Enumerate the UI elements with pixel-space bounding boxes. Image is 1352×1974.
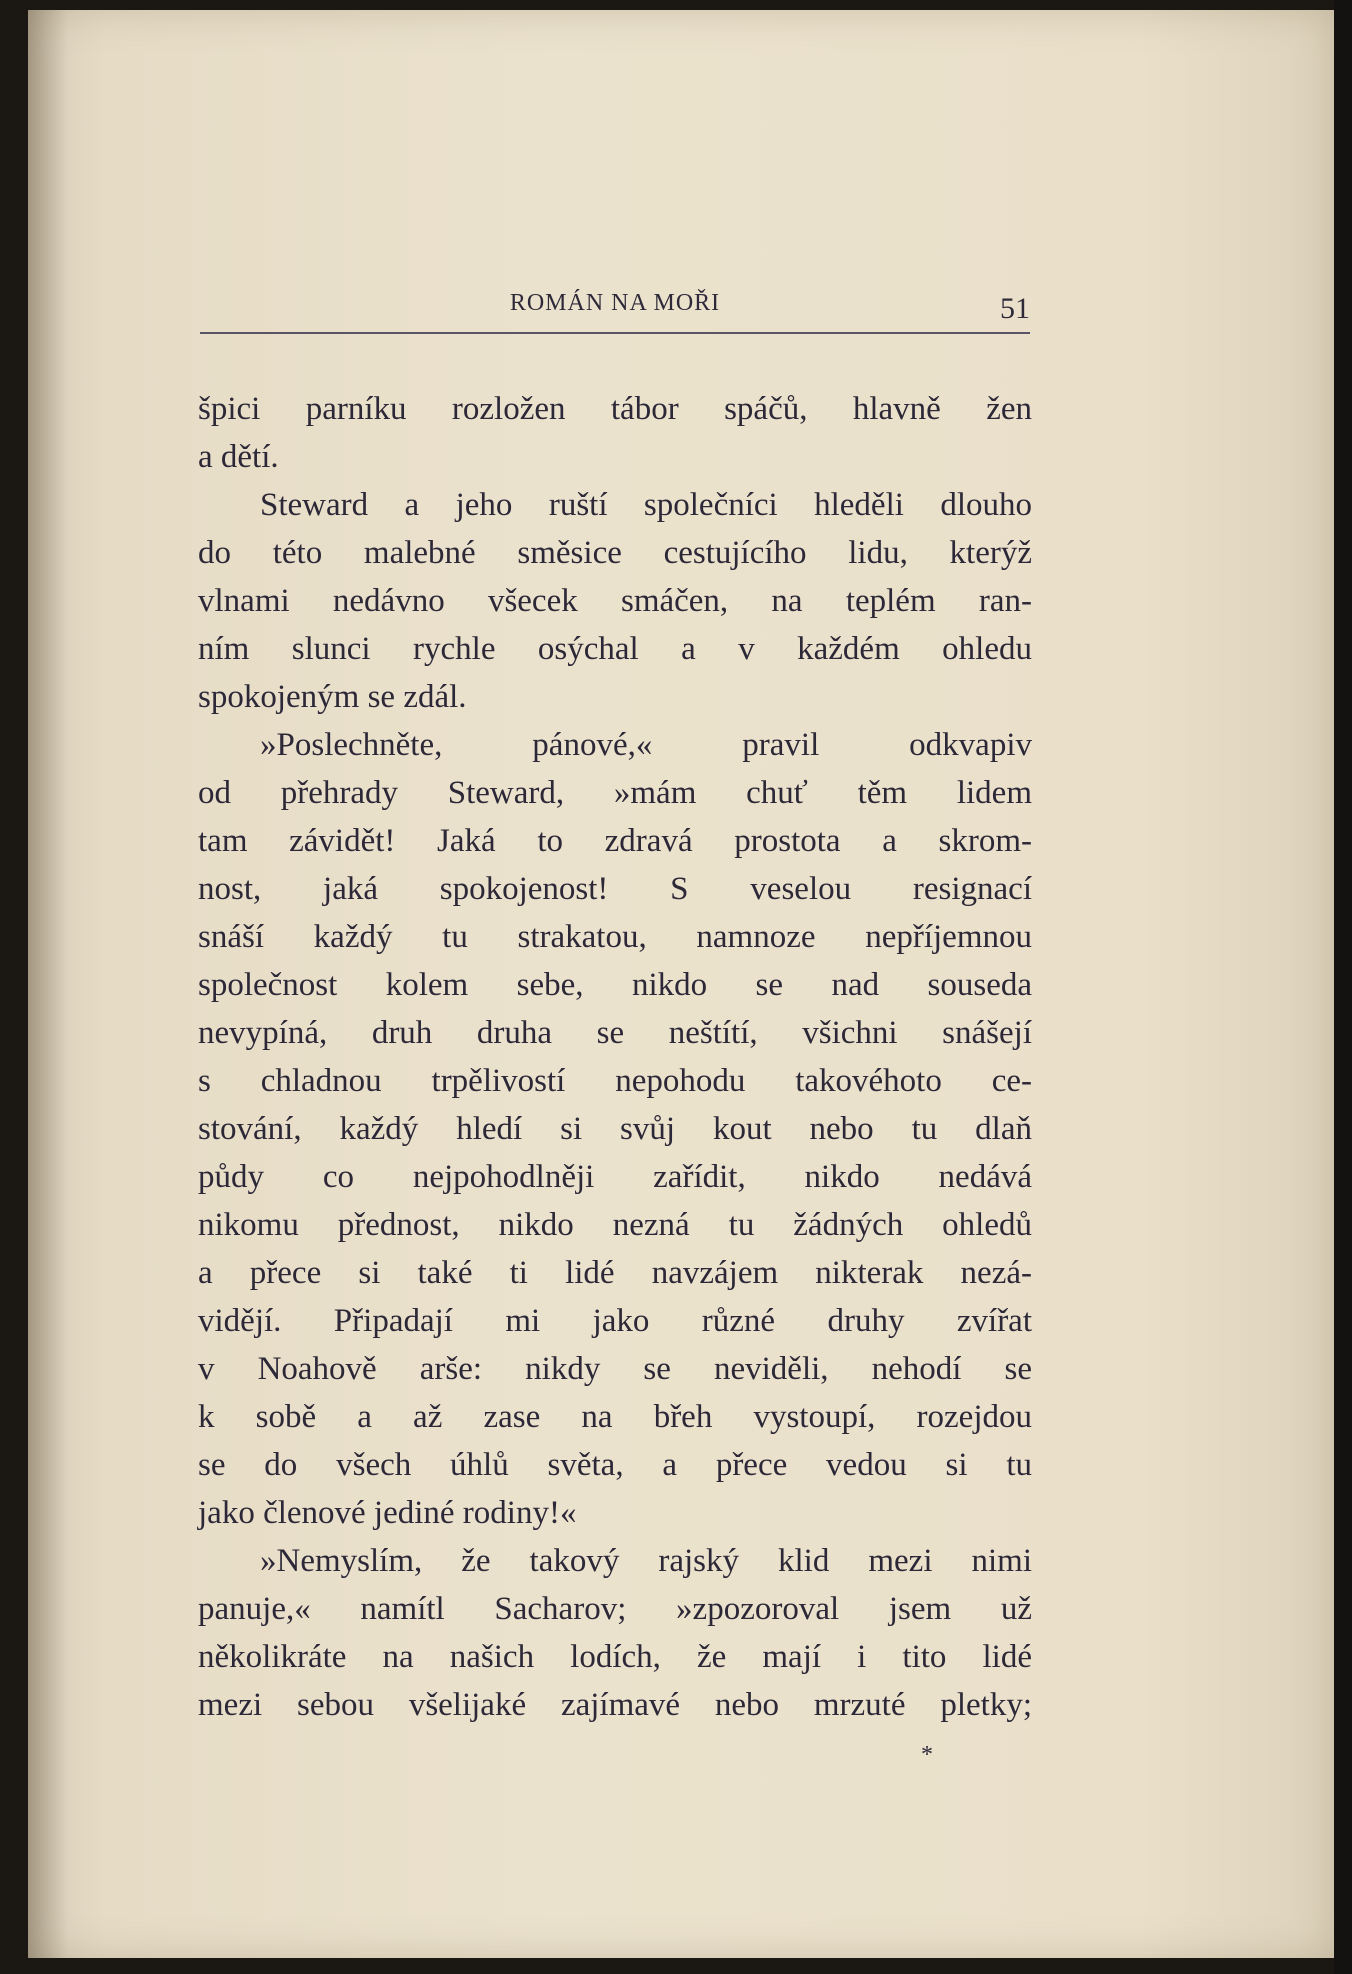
text-line: do této malebné směsice cestujícího lidu, kterýž	[198, 535, 1032, 571]
text-line: v Noahově arše: nikdy se neviděli, nehodí se	[198, 1351, 1032, 1387]
running-head	[200, 288, 1030, 332]
text-line: špici parníku rozložen tábor spáčů, hlavně žen	[198, 391, 1032, 427]
text-line: ním slunci rychle osýchal a v každém ohledu	[198, 631, 1032, 667]
text-line: »Poslechněte, pánové,« pravil odkvapiv	[260, 727, 1032, 763]
text-line: panuje,« namítl Sacharov; »zpozoroval jsem už	[198, 1591, 1032, 1627]
text-line: vidějí. Připadají mi jako různé druhy zvířat	[198, 1303, 1032, 1339]
text-line: nikomu přednost, nikdo nezná tu žádných ohledů	[198, 1207, 1032, 1243]
text-line: »Nemyslím, že takový rajský klid mezi nimi	[260, 1543, 1032, 1579]
text-line: půdy co nejpohodlněji zařídit, nikdo nedává	[198, 1159, 1032, 1195]
running-title: ROMÁN NA MOŘI	[509, 290, 721, 316]
text-line: několikráte na našich lodích, že mají i tito lidé	[198, 1639, 1032, 1675]
text-line: stování, každý hledí si svůj kout nebo tu dlaň	[198, 1111, 1032, 1147]
text-line: a přece si také ti lidé navzájem nikterak nezá-	[198, 1255, 1032, 1291]
spine-shadow	[28, 10, 68, 1958]
text-line: a dětí.	[198, 439, 279, 475]
text-line: snáší každý tu strakatou, namnoze nepříjemnou	[198, 919, 1032, 955]
text-line: nost, jaká spokojenost! S veselou resignací	[198, 871, 1032, 907]
text-line: spokojeným se zdál.	[198, 679, 467, 715]
text-line: mezi sebou všelijaké zajímavé nebo mrzuté pletky;	[198, 1687, 1032, 1723]
page-edge	[1334, 0, 1352, 1974]
text-line: jako členové jediné rodiny!«	[198, 1495, 577, 1531]
text-line: s chladnou trpělivostí nepohodu takovéhoto ce-	[198, 1063, 1032, 1099]
text-line: se do všech úhlů světa, a přece vedou si tu	[198, 1447, 1032, 1483]
text-line: tam závidět! Jaká to zdravá prostota a skrom-	[198, 823, 1032, 859]
footer-mark: *	[921, 1742, 933, 1768]
text-line: Steward a jeho ruští společníci hleděli dlouho	[260, 487, 1032, 523]
text-line: k sobě a až zase na břeh vystoupí, rozejdou	[198, 1399, 1032, 1435]
text-line: společnost kolem sebe, nikdo se nad souseda	[198, 967, 1032, 1003]
body-text	[198, 385, 1032, 1729]
text-line: od přehrady Steward, »mám chuť těm lidem	[198, 775, 1032, 811]
header-rule	[200, 332, 1030, 334]
text-line: nevypíná, druh druha se neštítí, všichni snášejí	[198, 1015, 1032, 1051]
page-number: 51	[1000, 292, 1030, 325]
text-line: vlnami nedávno všecek smáčen, na teplém ran-	[198, 583, 1032, 619]
